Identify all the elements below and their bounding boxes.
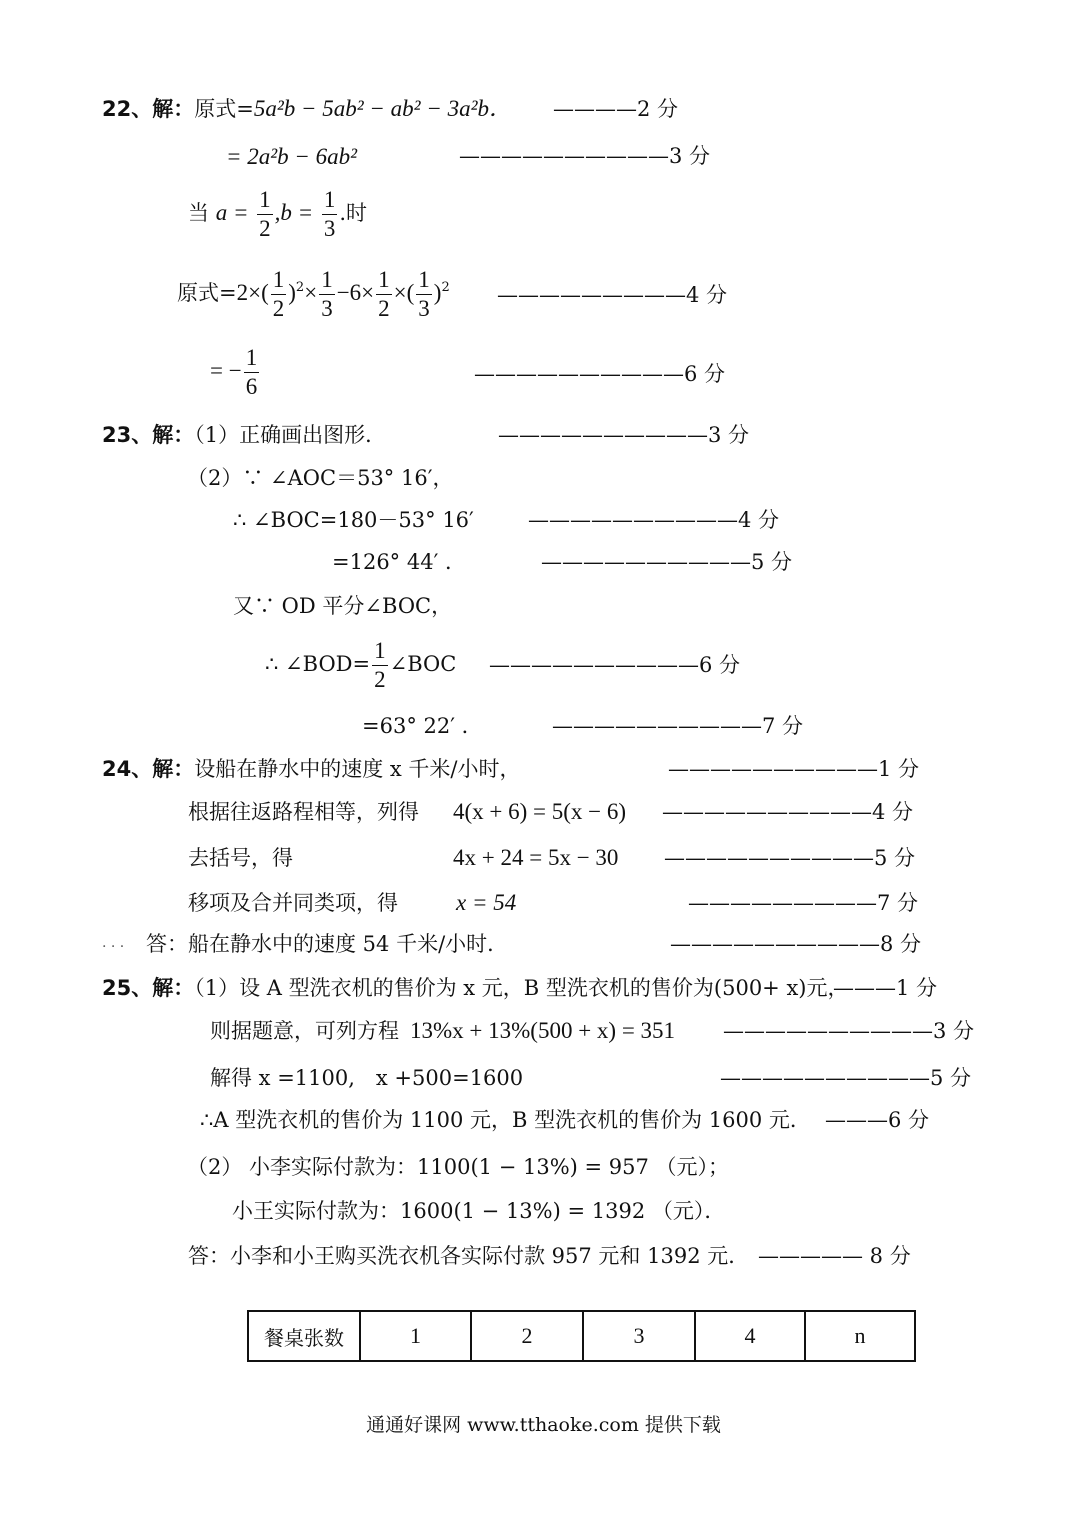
- q22-times2: ×: [393, 280, 407, 306]
- q24-line2-math: 4(x + 6) = 5(x − 6): [453, 799, 627, 824]
- q25-line6: 小王实际付款为：1600(1 − 13%) = 1392 （元）．: [232, 1199, 726, 1223]
- q24-score4: —————————7 分: [688, 891, 919, 915]
- q23-bod: ∴ ∠BOD=: [265, 652, 371, 677]
- q22-pre4: 原式=: [177, 281, 237, 306]
- q23-boc: ∠BOC: [389, 652, 457, 677]
- q22-open: (: [406, 280, 415, 306]
- q22-minus6: −6×: [336, 280, 375, 306]
- q24-dots: . . .: [102, 935, 125, 951]
- q23-line7: =63° 22′ ．: [362, 714, 483, 738]
- q25-score7: ————— 8 分: [758, 1244, 911, 1268]
- q23-line3: ∴ ∠BOC=180－53° 16′: [233, 508, 474, 532]
- numerator: 1: [322, 188, 338, 215]
- q23-frac-half: [372, 639, 388, 692]
- table-cell: 3: [583, 1311, 695, 1361]
- q25-line2-math: 13%x + 13%(500 + x) = 351: [410, 1018, 676, 1043]
- q22-line1: [102, 97, 512, 120]
- numerator: 1: [271, 268, 287, 295]
- q22-expr1: 5a²b − 5ab² − ab² − 3a²b．: [253, 96, 512, 121]
- q22-a-eq: a =: [215, 200, 249, 226]
- denominator: 2: [378, 296, 390, 322]
- q22-eq5: = −: [210, 358, 242, 384]
- q24-line4-math: x = 54: [456, 890, 517, 915]
- table-cell: 1: [360, 1311, 471, 1361]
- q22-score5: ——————————6 分: [474, 362, 726, 386]
- q22-frac-e: [376, 268, 392, 321]
- q25-text1: （1）设 A 型洗衣机的售价为 x 元，B 型洗衣机的售价为(500+ x)元，: [194, 976, 849, 1000]
- q24-score3: ——————————5 分: [664, 846, 916, 870]
- numerator: 1: [244, 346, 260, 373]
- q25-line4: ∴A 型洗衣机的售价为 1100 元，B 型洗衣机的售价为 1600 元．: [200, 1108, 811, 1132]
- q22-line5: [210, 346, 261, 399]
- table-cell: 2: [471, 1311, 583, 1361]
- q25-score1: ———1 分: [833, 976, 938, 1000]
- numerator: 1: [257, 188, 273, 215]
- q22-two: 2×(: [236, 280, 269, 306]
- q22-when: 当: [188, 201, 209, 226]
- denominator: 2: [259, 216, 271, 242]
- q23-line6: [265, 639, 456, 692]
- q23-line5: 又∵ OD 平分∠BOC，: [233, 594, 453, 618]
- q25-score4: ———6 分: [825, 1108, 930, 1132]
- q24-line2-text: 根据往返路程相等，列得: [188, 800, 419, 824]
- q25-line5: （2） 小李实际付款为：1100(1 − 13%) = 957 （元）；: [187, 1155, 730, 1179]
- q22-label: 22、解：: [102, 97, 195, 121]
- q23-score3: ——————————4 分: [528, 508, 780, 532]
- q24-score1: ——————————1 分: [668, 757, 920, 781]
- q23-score1: ——————————3 分: [498, 423, 750, 447]
- numerator: 1: [376, 268, 392, 295]
- q25-line3: 解得 x =1100, x +500=1600: [210, 1066, 524, 1090]
- denominator: 3: [418, 296, 430, 322]
- q22-frac-g: [244, 346, 260, 399]
- numerator: 1: [416, 268, 432, 295]
- q23-score7: ——————————7 分: [552, 714, 804, 738]
- page-footer: 通通好课网 www.tthaoke.com 提供下载: [366, 1414, 721, 1436]
- table-header-cell: 餐桌张数: [248, 1311, 360, 1361]
- q22-sq1: 2: [295, 280, 305, 296]
- q22-pre: 原式=: [194, 97, 254, 121]
- q22-frac-d: [319, 268, 335, 321]
- table-row: [248, 1311, 915, 1361]
- q22-score1: ————2 分: [553, 97, 679, 121]
- q25-line2-text: 则据题意，可列方程: [210, 1019, 399, 1043]
- q22-b-eq: ,b =: [274, 200, 314, 226]
- denominator: 2: [272, 296, 285, 322]
- q24-line1: [102, 759, 521, 780]
- q22-expr2: = 2a²b − 6ab²: [226, 144, 358, 169]
- numerator: 1: [372, 639, 388, 666]
- q24-score5: ——————————8 分: [670, 932, 922, 956]
- q22-when-post: .时: [339, 201, 368, 226]
- q22-frac-f: [416, 268, 432, 321]
- q22-times1: ×: [304, 280, 318, 306]
- q24-line3-text: 去括号，得: [188, 846, 293, 870]
- q22-close2: ): [433, 280, 442, 306]
- q23-text1: （1）正确画出图形．: [194, 423, 387, 447]
- denominator: 2: [374, 667, 386, 693]
- table-cell: 4: [695, 1311, 805, 1361]
- denominator: 6: [245, 374, 258, 400]
- q25-score2: ——————————3 分: [723, 1019, 975, 1043]
- q22-close1: ): [288, 280, 296, 306]
- q24-text1: 设船在静水中的速度 x 千米/小时，: [194, 757, 521, 781]
- q23-line1: [102, 425, 386, 446]
- q22-frac-c: [271, 268, 287, 321]
- q24-line3-math: 4x + 24 = 5x − 30: [453, 845, 619, 870]
- q22-line4: [177, 268, 450, 321]
- denominator: 3: [323, 216, 336, 242]
- denominator: 3: [321, 296, 333, 322]
- q23-line2: （2）∵ ∠AOC＝53° 16′，: [187, 466, 454, 490]
- q22-line3: [188, 188, 367, 241]
- q23-line4: =126° 44′ ．: [332, 550, 467, 574]
- q23-score4: ——————————5 分: [541, 550, 793, 574]
- q22-frac-b: [322, 188, 338, 241]
- q25-line1: [102, 978, 849, 999]
- q22-score4: —————————4 分: [497, 283, 728, 307]
- table-count: [247, 1310, 916, 1362]
- q24-line5: 答：船在静水中的速度 54 千米/小时．: [146, 932, 509, 956]
- q22-score2: ——————————3 分: [459, 144, 711, 168]
- numerator: 1: [319, 268, 335, 295]
- q25-line7: 答：小李和小王购买洗衣机各实际付款 957 元和 1392 元．: [188, 1244, 750, 1268]
- q23-score6: ——————————6 分: [489, 653, 741, 677]
- q24-line4-text: 移项及合并同类项，得: [188, 891, 398, 915]
- q24-label: 24、解：: [102, 757, 195, 781]
- q22-sq2: 2: [441, 280, 450, 296]
- table-cell: n: [805, 1311, 915, 1361]
- q22-frac-a: [257, 188, 273, 241]
- q25-score3: ——————————5 分: [720, 1066, 972, 1090]
- q24-score2: ——————————4 分: [662, 800, 914, 824]
- q23-label: 23、解：: [102, 423, 195, 447]
- q25-label: 25、解：: [102, 976, 195, 1000]
